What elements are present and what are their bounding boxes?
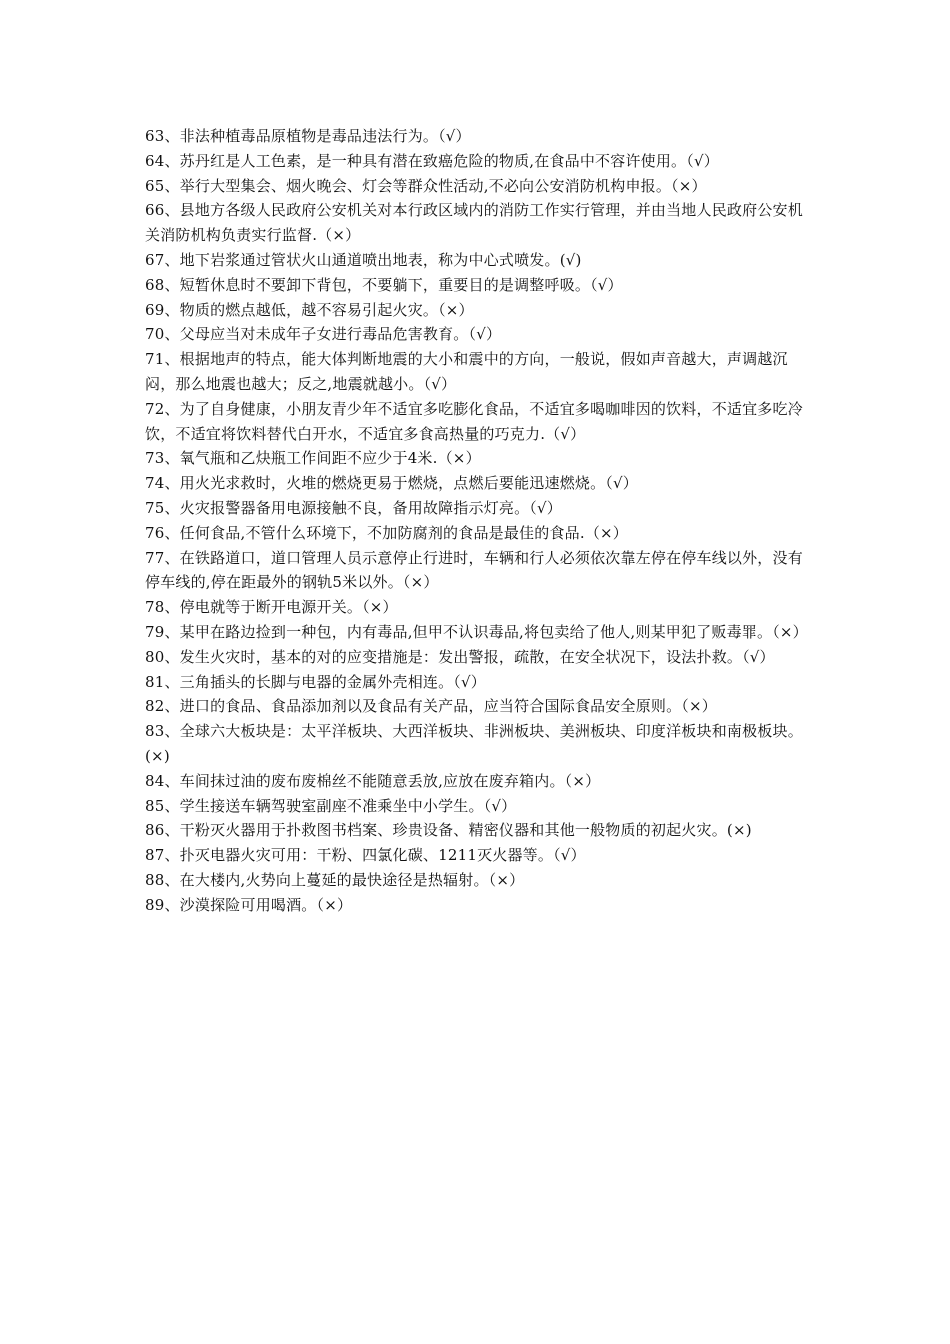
question-87: 87、扑灭电器火灾可用：干粉、四氯化碳、1211灭火器等。（√） bbox=[145, 846, 586, 865]
question-64: 64、苏丹红是人工色素，是一种具有潜在致癌危险的物质,在食品中不容许使用。（√） bbox=[145, 151, 719, 170]
question-81: 81、三角插头的长脚与电器的金属外壳相连。（√） bbox=[145, 672, 486, 691]
question-70: 70、父母应当对未成年子女进行毒品危害教育。（√） bbox=[145, 325, 502, 344]
question-88: 88、在大楼内,火势向上蔓延的最快途径是热辐射。（×） bbox=[145, 870, 525, 889]
question-74: 74、用火光求救时，火堆的燃烧更易于燃烧，点燃后要能迅速燃烧。（√） bbox=[145, 474, 638, 493]
question-73: 73、氧气瓶和乙炔瓶工作间距不应少于4米.（×） bbox=[145, 449, 481, 468]
document-body bbox=[145, 124, 810, 918]
question-77: 77、在铁路道口，道口管理人员示意停止行进时，车辆和行人必须依次靠左停在停车线以外，没有停车线的,停在距最外的钢轨5米以外。（×） bbox=[145, 548, 803, 592]
question-84: 84、车间抹过油的废布废棉丝不能随意丢放,应放在废弃箱内。（×） bbox=[145, 771, 601, 790]
question-89: 89、沙漠探险可用喝酒。（×） bbox=[145, 895, 353, 914]
question-69: 69、物质的燃点越低，越不容易引起火灾。（×） bbox=[145, 300, 474, 319]
question-66: 66、县地方各级人民政府公安机关对本行政区域内的消防工作实行管理，并由当地人民政府公安机关消防机构负责实行监督.（×） bbox=[145, 201, 803, 245]
question-82: 82、进口的食品、食品添加剂以及食品有关产品，应当符合国际食品安全原则。（×） bbox=[145, 697, 717, 716]
question-71: 71、根据地声的特点，能大体判断地震的大小和震中的方向，一般说，假如声音越大，声调越沉闷，那么地震也越大；反之,地震就越小。（√） bbox=[145, 350, 788, 393]
question-68: 68、短暂休息时不要卸下背包，不要躺下，重要目的是调整呼吸。（√） bbox=[145, 275, 623, 294]
question-75: 75、火灾报警器备用电源接触不良，备用故障指示灯亮。（√） bbox=[145, 498, 562, 517]
question-86: 86、干粉灭火器用于扑救图书档案、珍贵设备、精密仪器和其他一般物质的初起火灾。(×) bbox=[145, 821, 752, 840]
question-83: 83、全球六大板块是：太平洋板块、大西洋板块、非洲板块、美洲板块、印度洋板块和南极板块。(×) bbox=[145, 722, 803, 765]
question-67: 67、地下岩浆通过管状火山通道喷出地表，称为中心式喷发。(√) bbox=[145, 250, 582, 269]
question-78: 78、停电就等于断开电源开关。（×） bbox=[145, 598, 398, 617]
question-63: 63、非法种植毒品原植物是毒品违法行为。（√） bbox=[145, 127, 471, 145]
question-79: 79、某甲在路边捡到一种包，内有毒品,但甲不认识毒品,将包卖给了他人,则某甲犯了贩毒罪。（×） bbox=[145, 622, 808, 641]
question-85: 85、学生接送车辆驾驶室副座不准乘坐中小学生。（√） bbox=[145, 796, 517, 815]
question-76: 76、任何食品,不管什么环境下，不加防腐剂的食品是最佳的食品.（×） bbox=[145, 523, 628, 542]
question-80: 80、发生火灾时，基本的对的应变措施是：发出警报，疏散，在安全状况下，设法扑救。（√） bbox=[145, 647, 775, 666]
question-65: 65、举行大型集会、烟火晚会、灯会等群众性活动,不必向公安消防机构申报。（×） bbox=[145, 176, 707, 195]
question-72: 72、为了自身健康，小朋友青少年不适宜多吃膨化食品，不适宜多喝咖啡因的饮料，不适宜多吃冷饮，不适宜将饮料替代白开水，不适宜多食高热量的巧克力.（√） bbox=[145, 399, 803, 443]
